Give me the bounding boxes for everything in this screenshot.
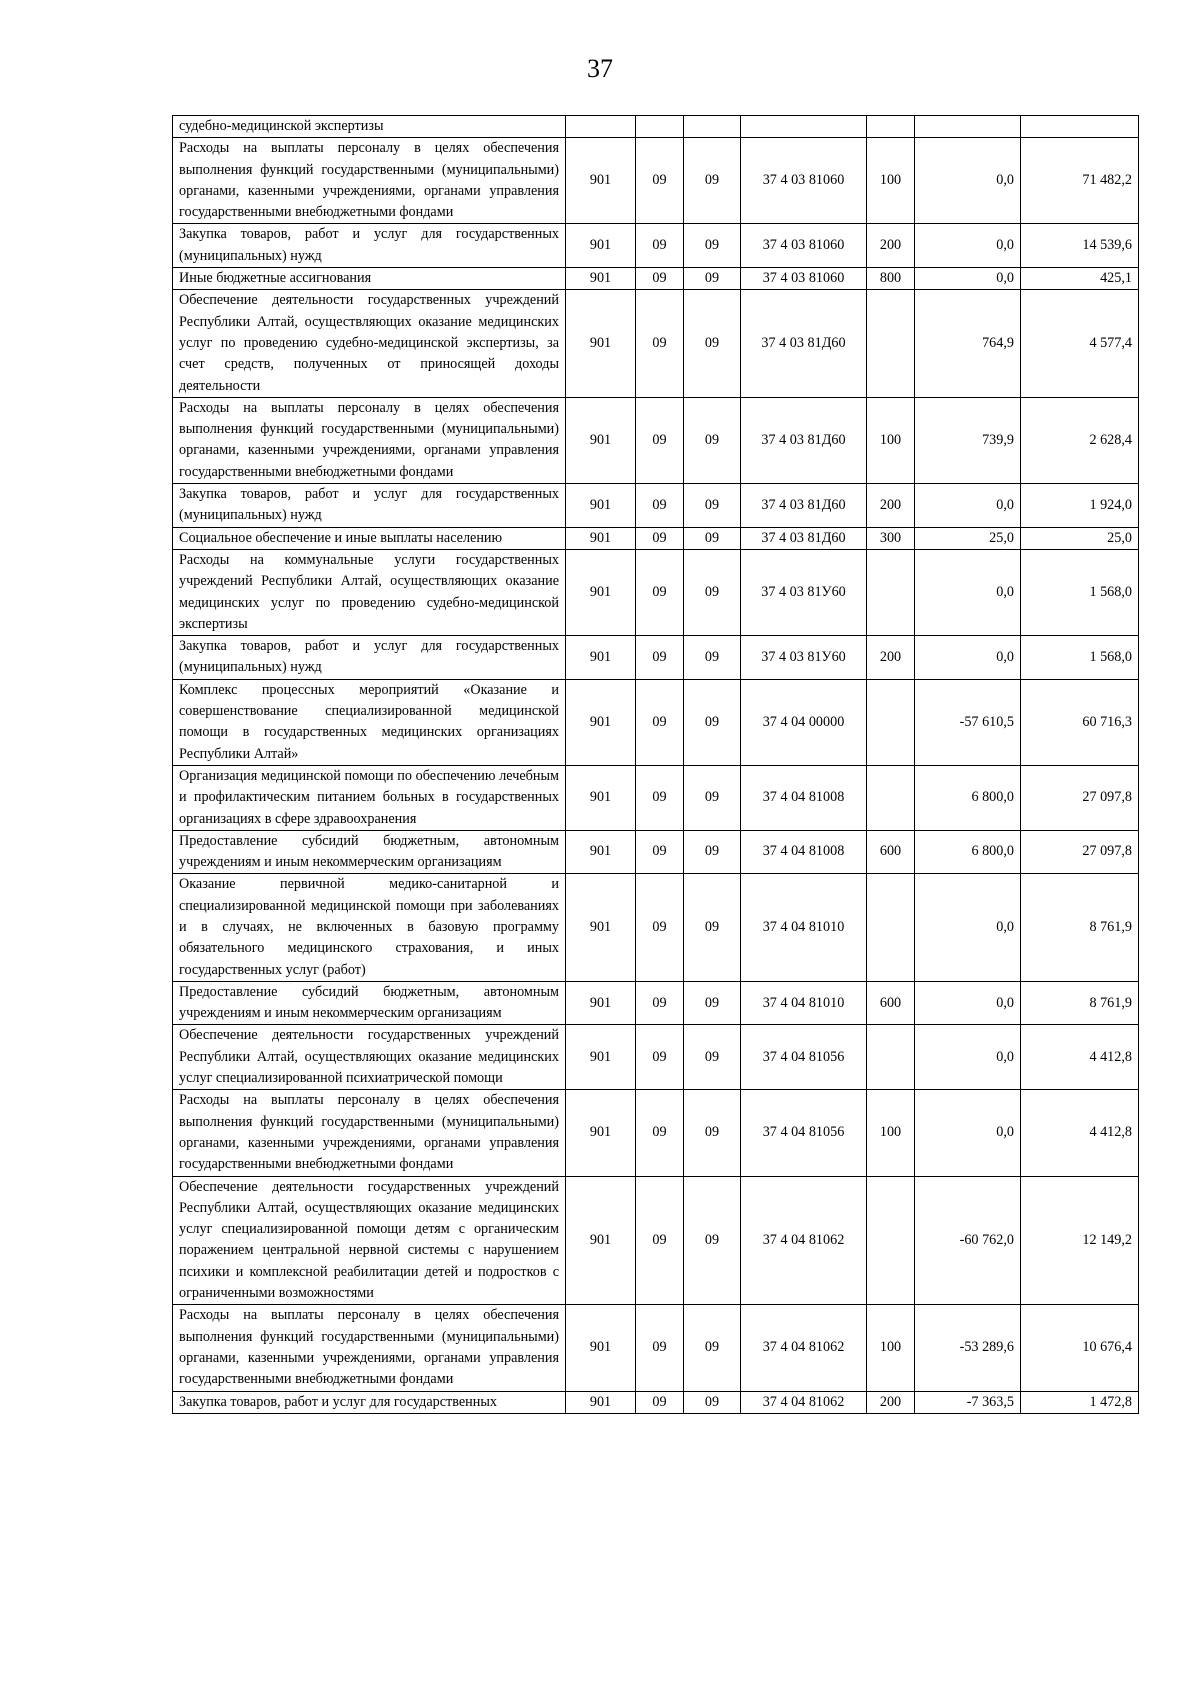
- subsection-code-cell: 09: [684, 224, 741, 268]
- subsection-code-cell: 09: [684, 1305, 741, 1391]
- department-code-cell: 901: [566, 981, 636, 1025]
- amount-change-cell: -7 363,5: [915, 1391, 1021, 1413]
- amount-total-cell: 14 539,6: [1021, 224, 1139, 268]
- amount-total-cell: 1 568,0: [1021, 549, 1139, 635]
- amount-change-cell: 0,0: [915, 874, 1021, 981]
- expense-name-cell: Социальное обеспечение и иные выплаты населению: [173, 527, 566, 549]
- table-row: [173, 138, 1139, 224]
- section-code-cell: 09: [636, 830, 684, 874]
- subsection-code-cell: 09: [684, 679, 741, 765]
- department-code-cell: 901: [566, 636, 636, 680]
- expense-name-cell: Закупка товаров, работ и услуг для государственных: [173, 1391, 566, 1413]
- amount-change-cell: -53 289,6: [915, 1305, 1021, 1391]
- section-code-cell: 09: [636, 484, 684, 528]
- expense-name-cell: Расходы на коммунальные услуги государственных учреждений Республики Алтай, осуществляющих оказание медицинских услуг по проведению судебно-медицинской экспертизы: [173, 549, 566, 635]
- section-code-cell: 09: [636, 397, 684, 483]
- amount-total-cell: 425,1: [1021, 268, 1139, 290]
- section-code-cell: 09: [636, 636, 684, 680]
- expense-type-cell: 200: [867, 636, 915, 680]
- budget-table: [172, 115, 1139, 1414]
- subsection-code-cell: 09: [684, 527, 741, 549]
- table-row: [173, 874, 1139, 981]
- amount-total-cell: 4 577,4: [1021, 290, 1139, 397]
- target-article-cell: 37 4 03 81060: [741, 138, 867, 224]
- section-code-cell: 09: [636, 527, 684, 549]
- table-row: [173, 765, 1139, 830]
- expense-name-cell: судебно-медицинской экспертизы: [173, 116, 566, 138]
- expense-type-cell: [867, 1025, 915, 1090]
- section-code-cell: 09: [636, 1090, 684, 1176]
- table-row: [173, 290, 1139, 397]
- amount-change-cell: 6 800,0: [915, 765, 1021, 830]
- amount-change-cell: [915, 116, 1021, 138]
- amount-total-cell: [1021, 116, 1139, 138]
- section-code-cell: 09: [636, 1025, 684, 1090]
- amount-total-cell: 27 097,8: [1021, 830, 1139, 874]
- department-code-cell: 901: [566, 1090, 636, 1176]
- expense-type-cell: 800: [867, 268, 915, 290]
- expense-type-cell: 200: [867, 1391, 915, 1413]
- subsection-code-cell: 09: [684, 1090, 741, 1176]
- expense-name-cell: Расходы на выплаты персоналу в целях обеспечения выполнения функций государственными (муниципальными) органами, казенными учреждениями, органами управления государственными внебюджетными фондами: [173, 397, 566, 483]
- table-row: [173, 1090, 1139, 1176]
- table-row: [173, 1391, 1139, 1413]
- table-row: [173, 484, 1139, 528]
- expense-name-cell: Иные бюджетные ассигнования: [173, 268, 566, 290]
- target-article-cell: 37 4 04 81056: [741, 1090, 867, 1176]
- target-article-cell: 37 4 03 81060: [741, 268, 867, 290]
- subsection-code-cell: 09: [684, 1025, 741, 1090]
- amount-change-cell: 0,0: [915, 981, 1021, 1025]
- expense-type-cell: 100: [867, 397, 915, 483]
- department-code-cell: 901: [566, 1305, 636, 1391]
- page-number: 37: [587, 54, 613, 83]
- subsection-code-cell: 09: [684, 765, 741, 830]
- section-code-cell: 09: [636, 679, 684, 765]
- section-code-cell: 09: [636, 549, 684, 635]
- amount-total-cell: 10 676,4: [1021, 1305, 1139, 1391]
- department-code-cell: 901: [566, 830, 636, 874]
- target-article-cell: 37 4 04 81010: [741, 874, 867, 981]
- section-code-cell: [636, 116, 684, 138]
- department-code-cell: 901: [566, 397, 636, 483]
- expense-name-cell: Расходы на выплаты персоналу в целях обеспечения выполнения функций государственными (муниципальными) органами, казенными учреждениями, органами управления государственными внебюджетными фондами: [173, 1305, 566, 1391]
- subsection-code-cell: 09: [684, 1176, 741, 1305]
- amount-total-cell: 1 472,8: [1021, 1391, 1139, 1413]
- section-code-cell: 09: [636, 290, 684, 397]
- department-code-cell: 901: [566, 1025, 636, 1090]
- section-code-cell: 09: [636, 874, 684, 981]
- expense-name-cell: Предоставление субсидий бюджетным, автономным учреждениям и иным некоммерческим организациям: [173, 830, 566, 874]
- section-code-cell: 09: [636, 1391, 684, 1413]
- section-code-cell: 09: [636, 1305, 684, 1391]
- table-row: [173, 1176, 1139, 1305]
- target-article-cell: 37 4 04 81056: [741, 1025, 867, 1090]
- expense-type-cell: [867, 765, 915, 830]
- table-row: [173, 636, 1139, 680]
- expense-name-cell: Организация медицинской помощи по обеспечению лечебным и профилактическим питанием больных в государственных организациях в сфере здравоохранения: [173, 765, 566, 830]
- target-article-cell: 37 4 04 81062: [741, 1305, 867, 1391]
- expense-type-cell: [867, 290, 915, 397]
- subsection-code-cell: 09: [684, 1391, 741, 1413]
- amount-change-cell: 0,0: [915, 549, 1021, 635]
- target-article-cell: [741, 116, 867, 138]
- expense-type-cell: 100: [867, 1090, 915, 1176]
- target-article-cell: 37 4 03 81У60: [741, 549, 867, 635]
- expense-name-cell: Закупка товаров, работ и услуг для государственных (муниципальных) нужд: [173, 636, 566, 680]
- section-code-cell: 09: [636, 138, 684, 224]
- section-code-cell: 09: [636, 1176, 684, 1305]
- subsection-code-cell: [684, 116, 741, 138]
- department-code-cell: 901: [566, 224, 636, 268]
- subsection-code-cell: 09: [684, 549, 741, 635]
- amount-total-cell: 8 761,9: [1021, 874, 1139, 981]
- amount-change-cell: -60 762,0: [915, 1176, 1021, 1305]
- amount-total-cell: 25,0: [1021, 527, 1139, 549]
- expense-name-cell: Закупка товаров, работ и услуг для государственных (муниципальных) нужд: [173, 224, 566, 268]
- subsection-code-cell: 09: [684, 397, 741, 483]
- expense-type-cell: 200: [867, 224, 915, 268]
- table-row: [173, 268, 1139, 290]
- subsection-code-cell: 09: [684, 290, 741, 397]
- target-article-cell: 37 4 03 81060: [741, 224, 867, 268]
- department-code-cell: 901: [566, 549, 636, 635]
- section-code-cell: 09: [636, 765, 684, 830]
- department-code-cell: 901: [566, 138, 636, 224]
- amount-total-cell: 4 412,8: [1021, 1025, 1139, 1090]
- department-code-cell: 901: [566, 527, 636, 549]
- amount-total-cell: 12 149,2: [1021, 1176, 1139, 1305]
- expense-name-cell: Оказание первичной медико-санитарной и специализированной медицинской помощи при заболеваниях и в случаях, не включенных в базовую программу обязательного медицинского страхования, и иных государственных услуг (работ): [173, 874, 566, 981]
- department-code-cell: 901: [566, 1391, 636, 1413]
- department-code-cell: 901: [566, 679, 636, 765]
- expense-name-cell: Комплекс процессных мероприятий «Оказание и совершенствование специализированной медицинской помощи в государственных медицинских организациях Республики Алтай»: [173, 679, 566, 765]
- target-article-cell: 37 4 03 81Д60: [741, 527, 867, 549]
- expense-type-cell: 600: [867, 830, 915, 874]
- expense-type-cell: [867, 116, 915, 138]
- section-code-cell: 09: [636, 981, 684, 1025]
- table-row: [173, 527, 1139, 549]
- target-article-cell: 37 4 03 81Д60: [741, 290, 867, 397]
- department-code-cell: 901: [566, 290, 636, 397]
- table-row: [173, 830, 1139, 874]
- table-row: [173, 981, 1139, 1025]
- expense-name-cell: Закупка товаров, работ и услуг для государственных (муниципальных) нужд: [173, 484, 566, 528]
- target-article-cell: 37 4 04 81062: [741, 1176, 867, 1305]
- amount-total-cell: 4 412,8: [1021, 1090, 1139, 1176]
- subsection-code-cell: 09: [684, 981, 741, 1025]
- expense-type-cell: 100: [867, 1305, 915, 1391]
- expense-type-cell: 200: [867, 484, 915, 528]
- amount-total-cell: 60 716,3: [1021, 679, 1139, 765]
- target-article-cell: 37 4 04 81062: [741, 1391, 867, 1413]
- amount-change-cell: 739,9: [915, 397, 1021, 483]
- table-row: [173, 679, 1139, 765]
- expense-name-cell: Расходы на выплаты персоналу в целях обеспечения выполнения функций государственными (муниципальными) органами, казенными учреждениями, органами управления государственными внебюджетными фондами: [173, 138, 566, 224]
- target-article-cell: 37 4 04 81008: [741, 830, 867, 874]
- subsection-code-cell: 09: [684, 874, 741, 981]
- expense-type-cell: [867, 679, 915, 765]
- expense-type-cell: [867, 549, 915, 635]
- target-article-cell: 37 4 03 81Д60: [741, 484, 867, 528]
- expense-type-cell: 600: [867, 981, 915, 1025]
- table-row: [173, 224, 1139, 268]
- amount-total-cell: 1 568,0: [1021, 636, 1139, 680]
- amount-change-cell: 0,0: [915, 268, 1021, 290]
- subsection-code-cell: 09: [684, 830, 741, 874]
- expense-type-cell: 100: [867, 138, 915, 224]
- department-code-cell: 901: [566, 484, 636, 528]
- amount-change-cell: 0,0: [915, 636, 1021, 680]
- amount-total-cell: 2 628,4: [1021, 397, 1139, 483]
- subsection-code-cell: 09: [684, 268, 741, 290]
- department-code-cell: 901: [566, 874, 636, 981]
- amount-total-cell: 27 097,8: [1021, 765, 1139, 830]
- expense-name-cell: Обеспечение деятельности государственных учреждений Республики Алтай, осуществляющих оказание медицинских услуг специализированной психиатрической помощи: [173, 1025, 566, 1090]
- amount-change-cell: 0,0: [915, 224, 1021, 268]
- target-article-cell: 37 4 04 81008: [741, 765, 867, 830]
- department-code-cell: 901: [566, 268, 636, 290]
- target-article-cell: 37 4 03 81У60: [741, 636, 867, 680]
- amount-change-cell: 0,0: [915, 1090, 1021, 1176]
- department-code-cell: 901: [566, 765, 636, 830]
- department-code-cell: [566, 116, 636, 138]
- subsection-code-cell: 09: [684, 138, 741, 224]
- section-code-cell: 09: [636, 224, 684, 268]
- amount-change-cell: -57 610,5: [915, 679, 1021, 765]
- expense-name-cell: Расходы на выплаты персоналу в целях обеспечения выполнения функций государственными (муниципальными) органами, казенными учреждениями, органами управления государственными внебюджетными фондами: [173, 1090, 566, 1176]
- amount-change-cell: 764,9: [915, 290, 1021, 397]
- expense-type-cell: [867, 1176, 915, 1305]
- subsection-code-cell: 09: [684, 484, 741, 528]
- table-row: [173, 1025, 1139, 1090]
- target-article-cell: 37 4 04 81010: [741, 981, 867, 1025]
- amount-change-cell: 0,0: [915, 1025, 1021, 1090]
- department-code-cell: 901: [566, 1176, 636, 1305]
- expense-name-cell: Обеспечение деятельности государственных учреждений Республики Алтай, осуществляющих оказание медицинских услуг специализированной помощи детям с органическим поражением центральной нервной системы с нарушением психики и комплексной реабилитации детей и подростков с ограниченными возможностями: [173, 1176, 566, 1305]
- expense-type-cell: [867, 874, 915, 981]
- amount-change-cell: 0,0: [915, 484, 1021, 528]
- table-row: [173, 116, 1139, 138]
- table-row: [173, 397, 1139, 483]
- amount-total-cell: 8 761,9: [1021, 981, 1139, 1025]
- expense-name-cell: Предоставление субсидий бюджетным, автономным учреждениям и иным некоммерческим организациям: [173, 981, 566, 1025]
- expense-name-cell: Обеспечение деятельности государственных учреждений Республики Алтай, осуществляющих оказание медицинских услуг по проведению судебно-медицинской экспертизы, за счет средств, полученных от приносящей доходы деятельности: [173, 290, 566, 397]
- expense-type-cell: 300: [867, 527, 915, 549]
- table-row: [173, 549, 1139, 635]
- table-row: [173, 1305, 1139, 1391]
- amount-change-cell: 25,0: [915, 527, 1021, 549]
- target-article-cell: 37 4 03 81Д60: [741, 397, 867, 483]
- amount-change-cell: 0,0: [915, 138, 1021, 224]
- amount-change-cell: 6 800,0: [915, 830, 1021, 874]
- target-article-cell: 37 4 04 00000: [741, 679, 867, 765]
- subsection-code-cell: 09: [684, 636, 741, 680]
- amount-total-cell: 1 924,0: [1021, 484, 1139, 528]
- amount-total-cell: 71 482,2: [1021, 138, 1139, 224]
- section-code-cell: 09: [636, 268, 684, 290]
